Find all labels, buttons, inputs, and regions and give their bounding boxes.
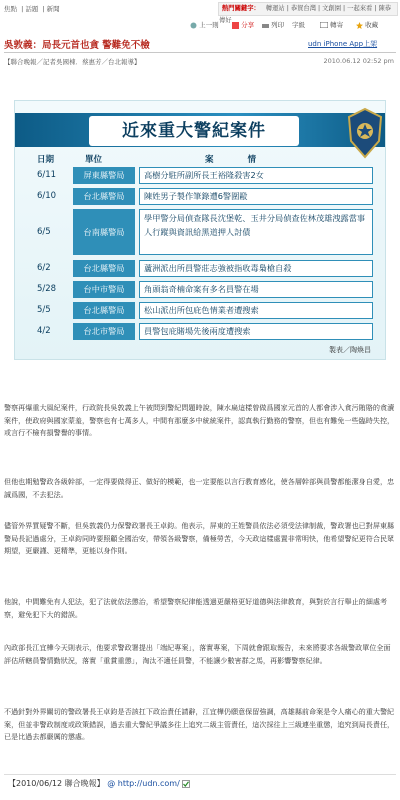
forward-button[interactable]: 轉寄 [320, 20, 343, 29]
share-icon [232, 22, 239, 29]
share-button[interactable]: 分享 [232, 20, 254, 29]
star-icon [356, 22, 363, 29]
hot-keyword[interactable]: 文創園 [322, 5, 342, 12]
article-paragraph: 內政部長江宜樺今天則表示，他要求警政署提出「端紀專案」，落實專案，下周就會跟取報告，未來將要求各級警政單位全面評估所轄員警情勤狀況，落實「重賞重懲」，淘汰不適任員警，不能讓少數害群之馬，再影響警察紀律。 [4, 643, 391, 665]
nav-link-news[interactable]: 新聞 [46, 5, 60, 13]
case-date: 5/28 [37, 284, 57, 294]
top-nav: 焦點 | 話題 | 新聞 [4, 5, 60, 13]
case-date: 6/11 [37, 170, 57, 180]
prev-icon [190, 22, 197, 29]
nav-link-topic[interactable]: 話題 [25, 5, 39, 13]
case-date: 6/10 [37, 191, 57, 201]
hot-keyword[interactable]: 陳恭傳好 [219, 5, 392, 24]
case-description: 高樹分駐所副所長王裕隆殺害2女 [139, 167, 373, 184]
article-source [8, 778, 190, 789]
case-date: 6/2 [37, 263, 51, 273]
case-description: 松山派出所包庇色情業者遭搜索 [139, 302, 373, 319]
article-paragraph: 但他也期勉警政各級幹部，一定得要做得正、做好的模範，也一定要能以言行教育感化，使各層幹部與員警都能潔身自愛，忠誠爲國，不去犯法。 [4, 477, 395, 499]
case-unit: 台北縣警局 [73, 188, 135, 205]
case-date: 4/2 [37, 326, 51, 336]
hot-keyword[interactable]: 恭賀台灣 [290, 5, 316, 12]
header-date: 日期 [37, 155, 55, 165]
case-unit: 台北縣警局 [73, 302, 135, 319]
article-headline: 吳敦義：局長元首也貪 警難免不檢 [4, 40, 150, 51]
case-row [37, 167, 373, 184]
case-row [37, 281, 373, 298]
case-row [37, 209, 373, 255]
prev-button[interactable]: 上一則 [190, 20, 219, 29]
header-unit: 單位 [85, 155, 103, 165]
article-footer [4, 774, 396, 791]
hot-keywords-bar: 熱門關鍵字： 轉運站 | 恭賀台灣 | 文創園 | 一起來看 | 陳恭傳好 [218, 2, 398, 16]
article-paragraph: 他說，中間難免有人犯法，犯了法就依法懲治，希望警察紀律能透過更嚴格更好道德與法律教育，與對於言行舉止的細處考察，避免犯下大的錯誤。 [4, 597, 388, 619]
case-unit: 台北縣警局 [73, 260, 135, 277]
header-case: 案 情 [205, 155, 257, 165]
hot-keyword[interactable]: 一起來看 [347, 5, 373, 12]
font-size-button[interactable]: 字級 [292, 21, 305, 29]
checkbox-icon[interactable] [182, 780, 190, 788]
case-row [37, 323, 373, 340]
nav-link-focus[interactable]: 焦點 [4, 5, 17, 13]
article-paragraph: 不過針對外界關切的警政署長王卓鈞是否該扛下政治責任請辭，江宜樺仍願意保留強調，高雄縣前命案是令人痛心的重大警紀案，但並非警政制度或政策錯誤，過去重大警紀爭議多往上追究二級主管責任，這次採往上三級連坐重懲，追究到局長責任，已是比過去都嚴厲的懲處。 [4, 707, 395, 742]
hot-keywords-label: 熱門關鍵字： [222, 5, 260, 12]
top-bar [0, 0, 400, 34]
favorite-button[interactable]: 收藏 [356, 20, 378, 29]
case-unit: 台中市警局 [73, 281, 135, 298]
case-row [37, 260, 373, 277]
infographic-title: 近來重大警紀案件 [89, 116, 299, 146]
case-description: 學甲警分局偵查隊長沈堡乾、玉井分局偵查佐林茂雄洩露當事人行蹤與資訊給黑道押人討債 [139, 209, 373, 255]
case-row [37, 188, 373, 205]
case-date: 5/5 [37, 305, 51, 315]
police-badge-icon [345, 107, 385, 159]
case-date: 6/5 [37, 227, 51, 237]
article-paragraph: 儘管外界質疑警不斷，但吳敦義仍力保警政署長王卓鈞。他表示，屏東的王姓警員依法必須受法律制裁，警政署也已對屏東縣警局長記過處分，王卓鈞同時要照顧全國治安，帶領各級警察，備極勞苦，今天政這樣處置非常明快，他希望警紀更符合民眾期望，更嚴謹、更精準，更能以身作則。 [4, 521, 395, 556]
hot-keyword[interactable]: 轉運站 [265, 5, 285, 12]
infographic-police-cases [14, 100, 386, 360]
divider [4, 52, 396, 53]
print-button[interactable]: 列印 [262, 20, 284, 29]
article-byline: 【聯合晚報／記者吳國棟．蔡惠芳／台北報導】 [4, 58, 141, 66]
mail-icon [320, 22, 328, 28]
case-description: 蘆洲派出所員警莊志強被指收毒梟槍自殺 [139, 260, 373, 277]
case-row [37, 302, 373, 319]
infographic-credit: 製表／陶煥昌 [329, 346, 371, 354]
iphone-app-link[interactable]: udn iPhone App上架 [308, 40, 378, 48]
source-label: 【2010/06/12 聯合晚報】 [8, 779, 105, 788]
case-description: 員警包庇賭場先後兩度遭搜索 [139, 323, 373, 340]
case-description: 角頭翁奇楠命案有多名員警在場 [139, 281, 373, 298]
article-timestamp: 2010.06.12 02:52 pm [323, 57, 394, 65]
case-unit: 台南縣警局 [73, 209, 135, 255]
article-paragraph: 警察再爆重大風紀案件，行政院長吳敦義上午被問到警紀問題時說，陳水扁這樣曾做爲國家元首的人都會涉入貪污賄賂的貪瀆案件，使政府與國家蒙羞，警察也有七萬多人，中間有那麼多中統統案件，認真執行勤務的警察，但也有難免一些臨時失控，或言行不檢有損警譽的事情。 [4, 403, 395, 438]
case-description: 陳姓男子製作筆錄遭6警圍毆 [139, 188, 373, 205]
print-icon [262, 22, 269, 29]
source-link[interactable]: @ http://udn.com/ [107, 779, 180, 788]
case-unit: 台北市警局 [73, 323, 135, 340]
case-unit: 屏東縣警局 [73, 167, 135, 184]
